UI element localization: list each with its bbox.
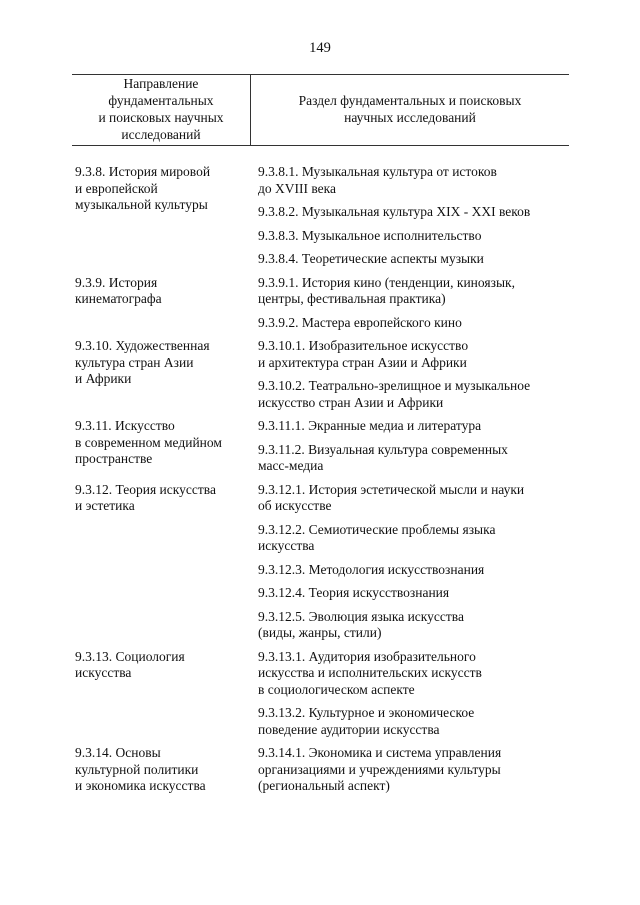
table-row	[75, 338, 569, 418]
direction-cell: 9.3.14. Основы культурной политики и экономика искусства	[75, 745, 206, 793]
section-item: 9.3.13.1. Аудитория изобразительного искусства и исполнительских искусств в социологическом аспекте	[258, 648, 482, 697]
section-item: 9.3.10.2. Театрально-зрелищное и музыкальное искусство стран Азии и Африки	[258, 378, 531, 410]
section-item: 9.3.11.2. Визуальная культура современных масс-медиа	[258, 441, 508, 473]
page-number: 149	[309, 40, 331, 56]
section-item: 9.3.9.1. История кино (тенденции, киноязык, центры, фестивальная практика)	[258, 274, 515, 306]
sections-cell	[258, 482, 569, 649]
section-item: 9.3.8.3. Музыкальное исполнительство	[258, 227, 482, 243]
direction-cell: 9.3.8. История мировой и европейской музыкальной культуры	[75, 164, 211, 212]
table-row	[75, 418, 569, 482]
section-item: 9.3.10.1. Изобразительное искусство и архитектура стран Азии и Африки	[258, 338, 469, 370]
section-item: 9.3.11.1. Экранные медиа и литература	[258, 418, 482, 433]
section-item: 9.3.12.2. Семиотические проблемы языка искусства	[258, 521, 496, 553]
sections-cell	[258, 164, 569, 275]
direction-cell: 9.3.12. Теория искусства и эстетика	[75, 481, 216, 513]
direction-cell: 9.3.9. История кинематографа	[75, 274, 162, 306]
section-item: 9.3.12.4. Теория искусствознания	[258, 585, 450, 600]
table-row	[75, 275, 569, 339]
header-bottom-rule	[72, 145, 569, 146]
section-item: 9.3.8.2. Музыкальная культура XIX - XXI веков	[258, 204, 531, 219]
table-row	[75, 482, 569, 649]
header-direction: Направление фундаментальных и поисковых научных исследований	[98, 76, 224, 142]
direction-cell: 9.3.13. Социология искусства	[75, 648, 185, 680]
section-item: 9.3.12.3. Методология искусствознания	[258, 561, 485, 577]
section-item: 9.3.14.1. Экономика и система управления организациями и учреждениями культуры (региональный аспект)	[258, 745, 502, 793]
direction-cell: 9.3.11. Искусство в современном медийном пространстве	[75, 418, 222, 466]
section-item: 9.3.8.4. Теоретические аспекты музыки	[258, 251, 484, 266]
sections-cell	[258, 275, 569, 339]
table-row	[75, 649, 569, 746]
section-item: 9.3.12.5. Эволюция языка искусства (виды, жанры, стили)	[258, 608, 464, 640]
sections-cell	[258, 649, 569, 746]
table-body	[75, 164, 569, 802]
direction-cell: 9.3.10. Художественная культура стран Азии и Африки	[75, 338, 210, 386]
table-row	[75, 164, 569, 275]
header-section: Раздел фундаментальных и поисковых научных исследований	[298, 93, 522, 125]
section-item: 9.3.12.1. История эстетической мысли и науки об искусстве	[258, 481, 525, 513]
sections-cell	[258, 745, 569, 802]
section-item: 9.3.13.2. Культурное и экономическое поведение аудитории искусства	[258, 705, 475, 737]
research-areas-table	[75, 164, 569, 802]
sections-cell	[258, 418, 569, 482]
section-item: 9.3.9.2. Мастера европейского кино	[258, 314, 462, 330]
table-row	[75, 745, 569, 802]
sections-cell	[258, 338, 569, 418]
section-item: 9.3.8.1. Музыкальная культура от истоков до XVIII века	[258, 164, 497, 196]
